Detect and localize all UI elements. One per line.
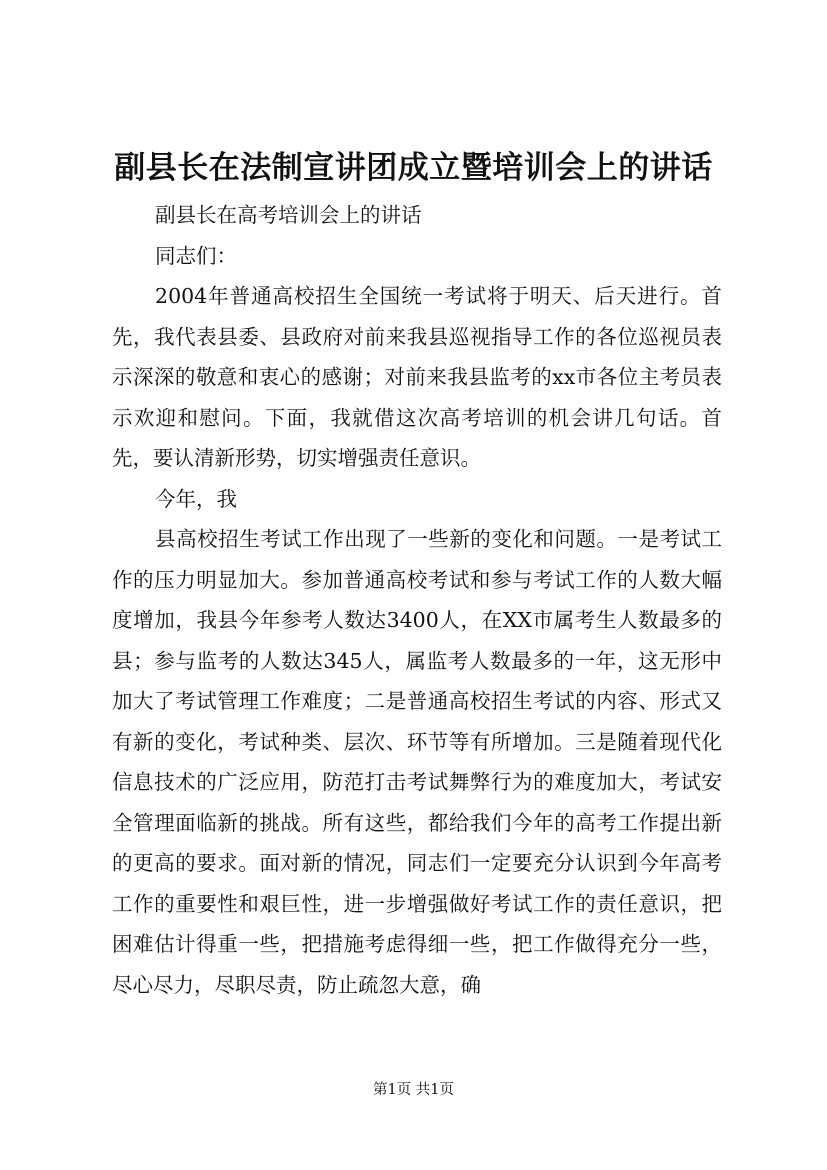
body-paragraph: 2004年普通高校招生全国统一考试将于明天、后天进行。首先，我代表县委、县政府对前来我县巡视指导工作的各位巡视员表示深深的敬意和衷心的感谢；对前来我县监考的xx市各位主考员表示欢迎和慰问。下面，我就借这次高考培训的机会讲几句话。首先，要认清新形势，切实增强责任意识。 bbox=[112, 284, 722, 470]
body-paragraph: 今年，我 bbox=[155, 486, 238, 511]
document-body bbox=[112, 195, 722, 1005]
body-paragraph: 县高校招生考试工作出现了一些新的变化和问题。一是考试工作的压力明显加大。参加普通高校考试和参与考试工作的人数大幅度增加，我县今年参考人数达3400人，在XX市属考生人数最多的县；参与监考的人数达345人，属监考人数最多的一年，这无形中加大了考试管理工作难度；二是普通高校招生考试的内容、形式又有新的变化，考试种类、层次、环节等有所增加。三是随着现代化信息技术的广泛应用，防范打击考试舞弊行为的难度加大，考试安全管理面临新的挑战。所有这些，都给我们今年的高考工作提出新的更高的要求。面对新的情况，同志们一定要充分认识到今年高考工作的重要性和艰巨性，进一步增强做好考试工作的责任意识，把困难估计得重一些，把措施考虑得细一些，把工作做得充分一些，尽心尽力，尽职尽责，防止疏忽大意，确 bbox=[112, 527, 722, 997]
page-footer: 第1页 共1页 bbox=[372, 1082, 455, 1098]
document-title: 副县长在法制宣讲团成立暨培训会上的讲话 bbox=[114, 150, 713, 186]
salutation-paragraph: 同志们： bbox=[155, 243, 238, 268]
subtitle-paragraph: 副县长在高考培训会上的讲话 bbox=[155, 203, 422, 227]
